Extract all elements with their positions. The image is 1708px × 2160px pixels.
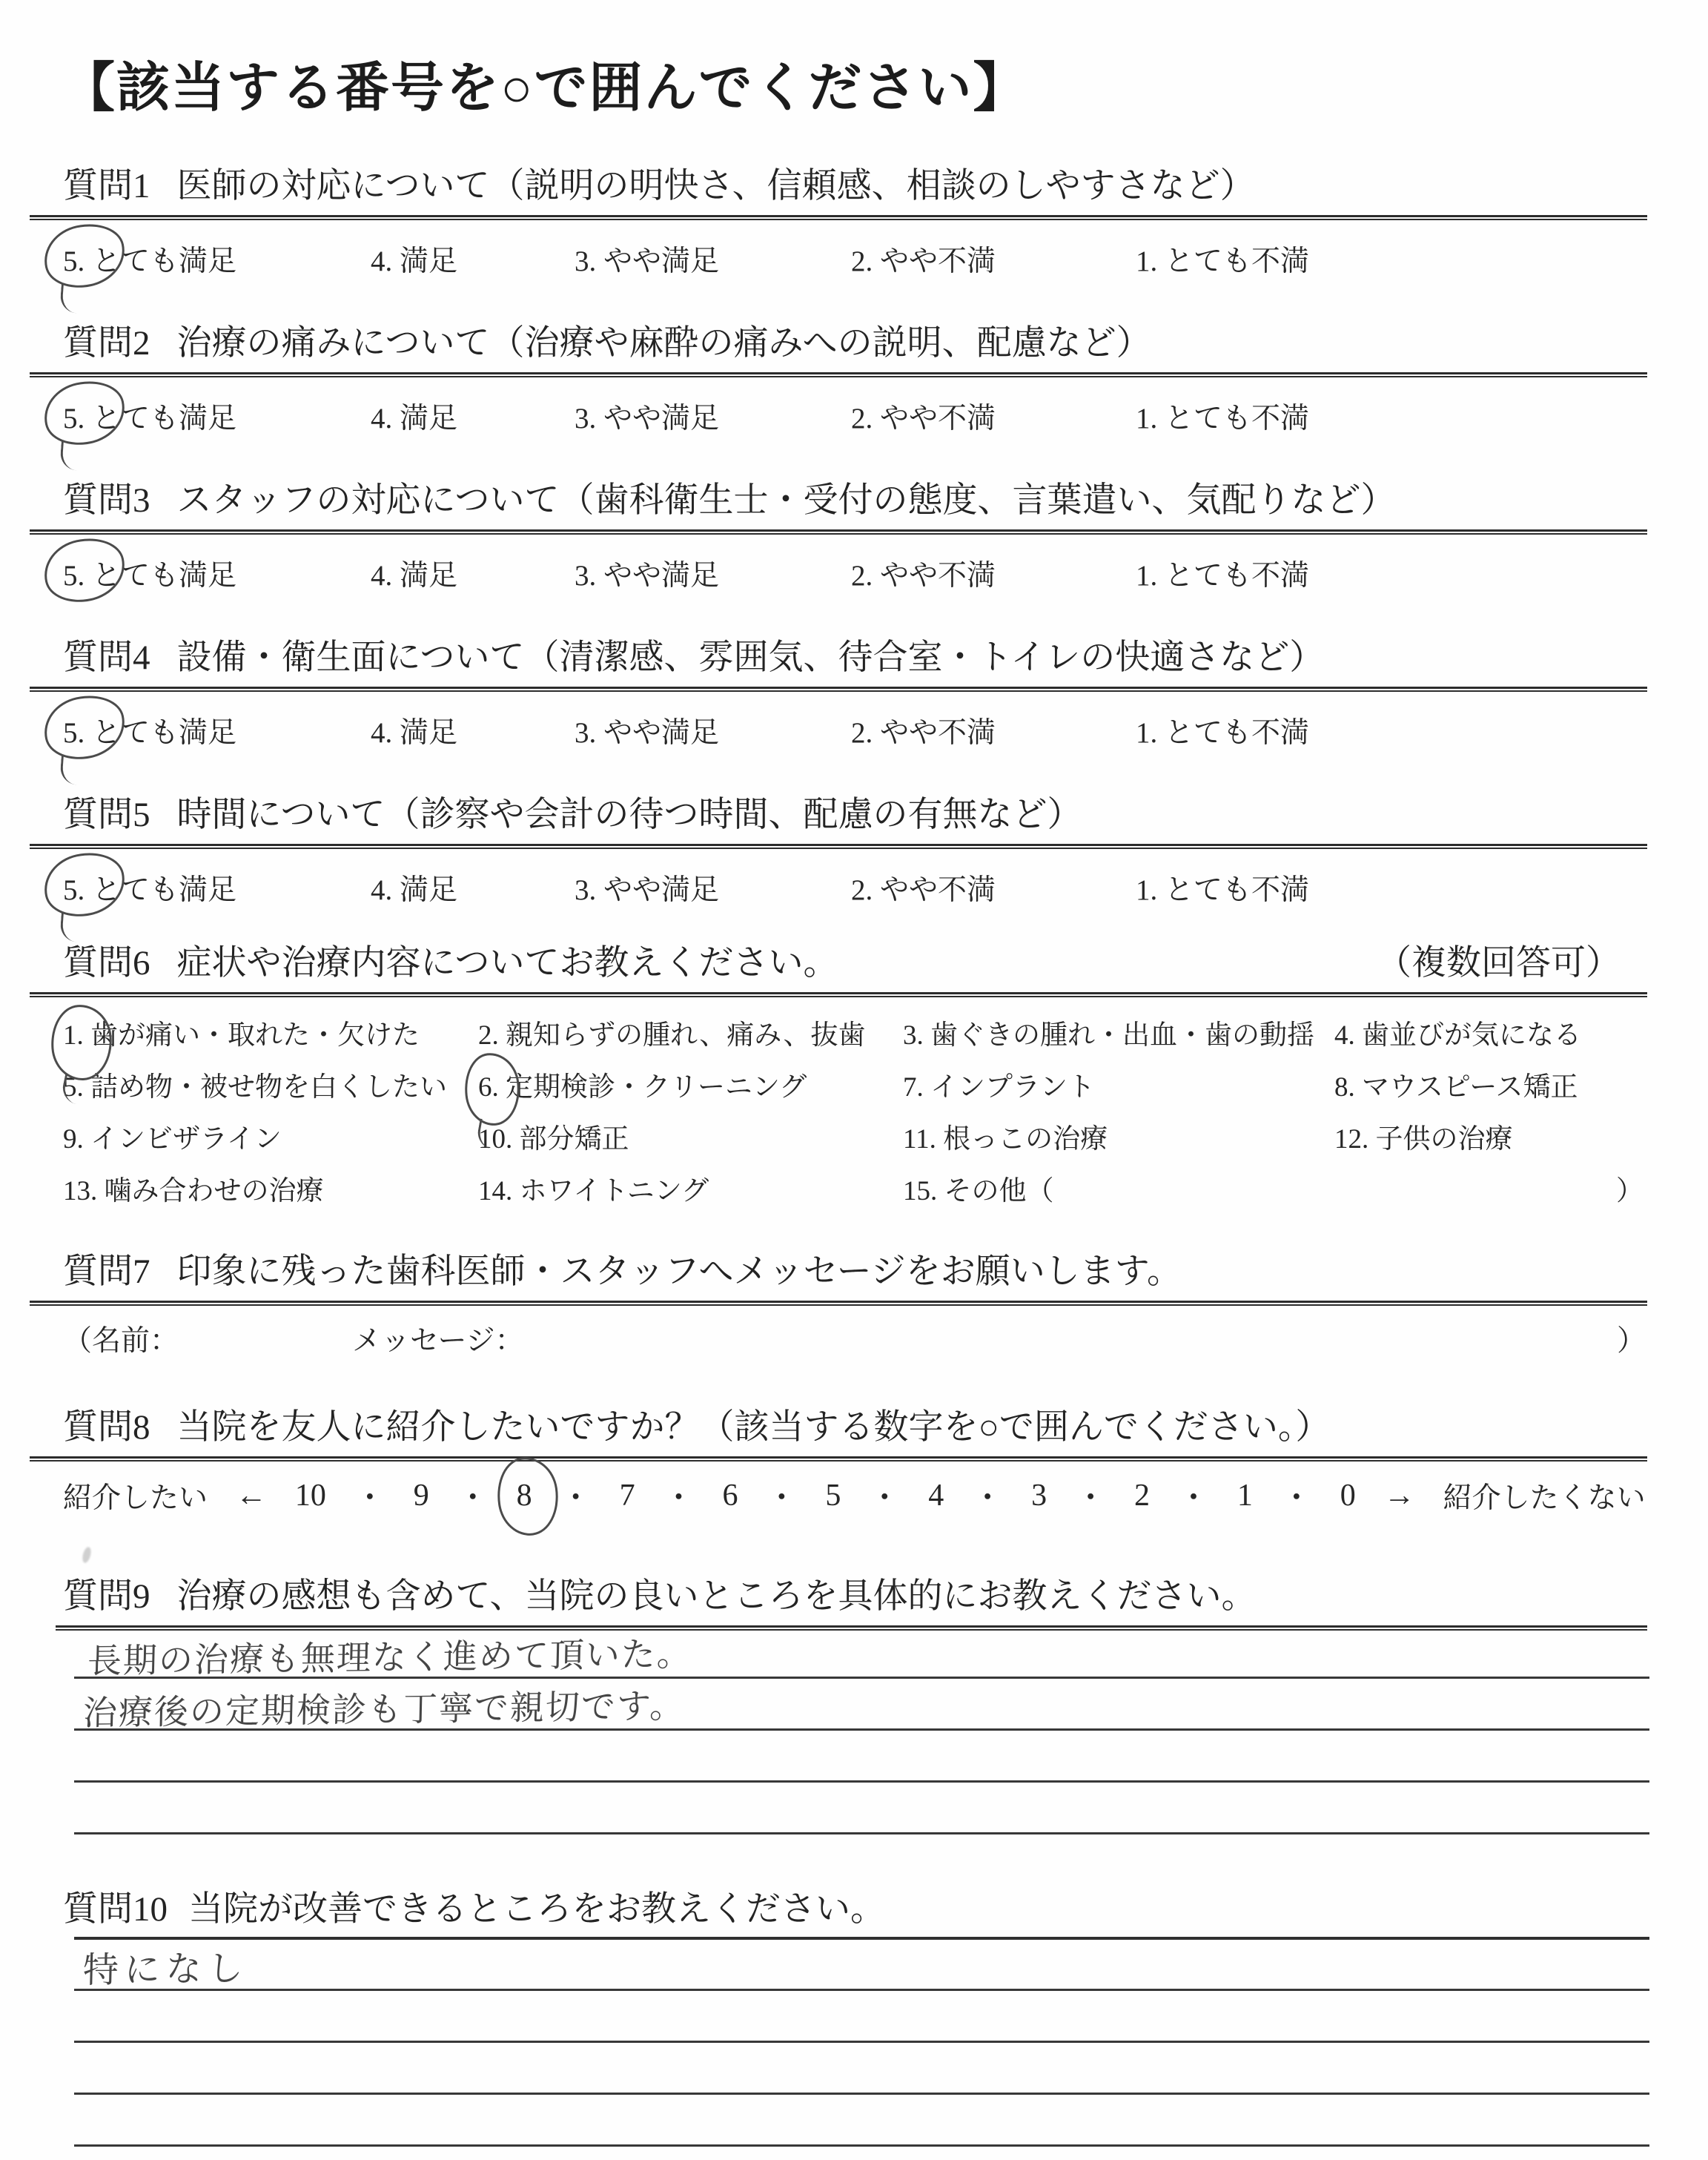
question-1-topic: 医師の対応について（説明の明快さ、信頼感、相談のしやすさなど） (176, 167, 1255, 205)
option-somewhat-dissatisfied: 2. やや不満 (851, 874, 996, 907)
option-somewhat-satisfied: 3. やや満足 (575, 874, 720, 907)
form-title: 【該当する番号を○で囲んでください】 (62, 59, 1028, 118)
question-1-section (63, 166, 1646, 290)
question-3-options (63, 552, 1646, 604)
question-5-number: 質問5 (63, 796, 150, 834)
question-10-section (63, 1889, 1646, 2147)
question-9-topic: 治療の感想も含めて、当院の良いところを具体的にお教えください。 (176, 1577, 1257, 1616)
option-very-dissatisfied: 1. とても不満 (1136, 874, 1310, 907)
dot-separator: ・ (1075, 1482, 1107, 1516)
scan-smudge-artifact (81, 1546, 92, 1564)
question-6-options (63, 1012, 1646, 1232)
question-5-section (63, 795, 1646, 919)
question-9-answer-area (63, 1631, 1646, 1834)
question-2-options (63, 395, 1646, 447)
option-satisfied: 4. 満足 (371, 560, 458, 592)
option-very-dissatisfied: 1. とても不満 (1136, 403, 1310, 435)
option-somewhat-satisfied: 3. やや満足 (575, 403, 720, 435)
option-very-satisfied: 5. とても満足 (63, 717, 237, 750)
nps-number-8-selected (517, 1478, 532, 1513)
divider-rule (30, 844, 1647, 849)
dot-separator: ・ (869, 1482, 901, 1516)
question-1-options (63, 238, 1646, 290)
divider-rule (30, 215, 1647, 220)
symptom-item-13: 13. 噛み合わせの治療 (63, 1176, 324, 1207)
question-9-section (63, 1576, 1646, 1834)
question-4-section (63, 638, 1646, 762)
dot-separator: ・ (1280, 1482, 1312, 1516)
question-9-title (63, 1576, 1646, 1616)
handwritten-circle-option-5 (38, 532, 130, 610)
question-5-topic: 時間について（診察や会計の待つ時間、配慮の有無など） (176, 796, 1082, 834)
option-somewhat-dissatisfied: 2. やや不満 (851, 560, 996, 592)
answer-line-3-blank (74, 2043, 1649, 2095)
other-close-paren: ） (1616, 1176, 1644, 1207)
divider-rule (30, 1301, 1647, 1306)
message-field-label: メッセージ： (352, 1325, 524, 1358)
question-5-options (63, 867, 1646, 919)
handwritten-circle-option-5 (38, 217, 130, 295)
question-7-title (63, 1252, 1646, 1292)
option-satisfied: 4. 満足 (371, 874, 458, 907)
question-2-section (63, 323, 1646, 447)
question-7-number: 質問7 (63, 1252, 150, 1291)
question-7-section (63, 1252, 1646, 1359)
nps-number-8: 8 (516, 1479, 532, 1513)
option-very-satisfied: 5. とても満足 (63, 245, 237, 278)
symptom-item-12: 12. 子供の治療 (1334, 1124, 1513, 1155)
divider-rule (30, 687, 1647, 692)
handwritten-circle-option-5 (38, 846, 130, 924)
question-3-topic: スタッフの対応について（歯科衛生士・受付の態度、言葉遣い、気配りなど） (176, 481, 1396, 520)
symptom-item-10: 10. 部分矯正 (478, 1124, 629, 1155)
symptom-item-9: 9. インビザライン (63, 1124, 282, 1155)
message-fields-row (63, 1318, 1646, 1359)
question-10-number: 質問10 (63, 1890, 168, 1929)
question-1-number: 質問1 (63, 167, 150, 205)
question-2-number: 質問2 (63, 324, 150, 363)
symptom-item-7: 7. インプラント (903, 1072, 1095, 1103)
question-4-title (63, 638, 1646, 678)
dot-separator: ・ (560, 1482, 592, 1516)
question-10-topic: 当院が改善できるところをお教えください。 (188, 1890, 885, 1929)
option-very-satisfied: 5. とても満足 (63, 874, 237, 907)
question-10-answer-area (63, 1940, 1646, 2147)
divider-rule (30, 1456, 1647, 1462)
option-very-dissatisfied: 1. とても不満 (1136, 245, 1310, 278)
multiple-answers-note: （複数回答可） (1377, 944, 1621, 982)
option-very-satisfied: 5. とても満足 (63, 403, 237, 435)
question-4-topic: 設備・衛生面について（清潔感、雰囲気、待合室・トイレの快適さなど） (176, 638, 1325, 677)
nps-number-9: 9 (413, 1479, 429, 1513)
question-5-title (63, 795, 1646, 835)
nps-number-1: 1 (1237, 1479, 1253, 1513)
question-3-number: 質問3 (63, 481, 150, 520)
dot-separator: ・ (766, 1482, 798, 1516)
symptom-item-11: 11. 根っこの治療 (903, 1124, 1108, 1155)
dot-separator: ・ (354, 1482, 385, 1516)
nps-number-5: 5 (825, 1479, 841, 1513)
handwritten-circle-8 (492, 1453, 563, 1539)
answer-line-4-blank (74, 2095, 1649, 2147)
divider-rule (30, 992, 1647, 997)
divider-rule (56, 1625, 1647, 1631)
symptom-item-5: 5. 詰め物・被せ物を白くしたい (63, 1072, 447, 1103)
answer-line-1 (74, 1631, 1649, 1679)
option-somewhat-satisfied: 3. やや満足 (575, 560, 720, 592)
option-very-dissatisfied: 1. とても不満 (1136, 717, 1310, 750)
nps-number-3: 3 (1031, 1479, 1047, 1513)
option-satisfied: 4. 満足 (371, 717, 458, 750)
close-paren: ） (1616, 1325, 1646, 1358)
question-7-topic: 印象に残った歯科医師・スタッフへメッセージをお願いします。 (176, 1252, 1182, 1291)
nps-number-2: 2 (1134, 1479, 1151, 1513)
question-9-number: 質問9 (63, 1577, 150, 1616)
dot-separator: ・ (972, 1482, 1004, 1516)
question-6-topic: 症状や治療内容についてお教えください。 (176, 944, 838, 982)
divider-rule (30, 529, 1647, 535)
question-10-title (63, 1889, 1646, 1929)
name-field-label: （名前： (63, 1325, 179, 1358)
question-6-section (63, 943, 1646, 1232)
option-somewhat-dissatisfied: 2. やや不満 (851, 717, 996, 750)
dot-separator: ・ (663, 1482, 695, 1516)
question-1-title (63, 166, 1646, 206)
answer-line-3-blank (74, 1731, 1649, 1783)
question-6-number: 質問6 (63, 944, 150, 982)
symptom-item-15-other: 15. その他（ (903, 1176, 1054, 1207)
symptom-item-14: 14. ホワイトニング (478, 1176, 709, 1207)
handwritten-answer-1: 特になし (82, 1949, 250, 1991)
handwritten-answer-2: 治療後の定期検診も丁寧で親切です。 (82, 1687, 686, 1733)
nps-scale-row (63, 1473, 1646, 1518)
answer-line-4-blank (74, 1783, 1649, 1834)
dot-separator: ・ (457, 1482, 489, 1516)
question-4-options (63, 710, 1646, 762)
nps-number-0: 0 (1340, 1479, 1356, 1513)
option-very-dissatisfied: 1. とても不満 (1136, 560, 1310, 592)
answer-line-2-blank (74, 1991, 1649, 2043)
symptom-item-6: 6. 定期検診・クリーニング (478, 1072, 807, 1103)
handwritten-circle-option-5 (38, 374, 130, 452)
nps-number-6: 6 (722, 1479, 738, 1513)
question-8-title (63, 1407, 1646, 1447)
nps-right-label: 紹介したくない (1443, 1482, 1646, 1515)
symptom-item-2: 2. 親知らずの腫れ、痛み、抜歯 (478, 1020, 866, 1051)
option-somewhat-satisfied: 3. やや満足 (575, 717, 720, 750)
nps-left-label: 紹介したい (63, 1482, 208, 1515)
option-somewhat-dissatisfied: 2. やや不満 (851, 403, 996, 435)
option-somewhat-dissatisfied: 2. やや不満 (851, 245, 996, 278)
left-arrow-icon: ← (235, 1479, 267, 1513)
question-6-title (63, 943, 1646, 983)
option-satisfied: 4. 満足 (371, 245, 458, 278)
option-satisfied: 4. 満足 (371, 403, 458, 435)
question-3-title (63, 480, 1646, 521)
dot-separator: ・ (1177, 1482, 1209, 1516)
option-very-satisfied: 5. とても満足 (63, 560, 237, 592)
question-8-topic: 当院を友人に紹介したいですか？（該当する数字を○で囲んでください。） (176, 1408, 1331, 1447)
option-somewhat-satisfied: 3. やや満足 (575, 245, 720, 278)
question-8-section (63, 1407, 1646, 1518)
symptom-item-8: 8. マウスピース矯正 (1334, 1072, 1578, 1103)
nps-number-7: 7 (619, 1479, 635, 1513)
symptom-item-1: 1. 歯が痛い・取れた・欠けた (63, 1020, 420, 1051)
symptom-item-3: 3. 歯ぐきの腫れ・出血・歯の動揺 (903, 1020, 1314, 1051)
question-4-number: 質問4 (63, 638, 150, 677)
symptom-item-4: 4. 歯並びが気になる (1334, 1020, 1581, 1051)
nps-number-4: 4 (928, 1479, 944, 1513)
divider-rule (30, 372, 1647, 377)
answer-line-1 (74, 1940, 1649, 1991)
question-3-section (63, 480, 1646, 604)
answer-line-2 (74, 1679, 1649, 1731)
handwritten-circle-option-5 (38, 689, 130, 767)
question-2-title (63, 323, 1646, 363)
question-8-number: 質問8 (63, 1408, 150, 1447)
handwritten-answer-1: 長期の治療も無理なく進めて頂いた。 (87, 1635, 693, 1681)
question-2-topic: 治療の痛みについて（治療や麻酔の痛みへの説明、配慮など） (176, 324, 1151, 363)
right-arrow-icon: → (1383, 1479, 1415, 1513)
nps-number-10: 10 (294, 1479, 326, 1513)
